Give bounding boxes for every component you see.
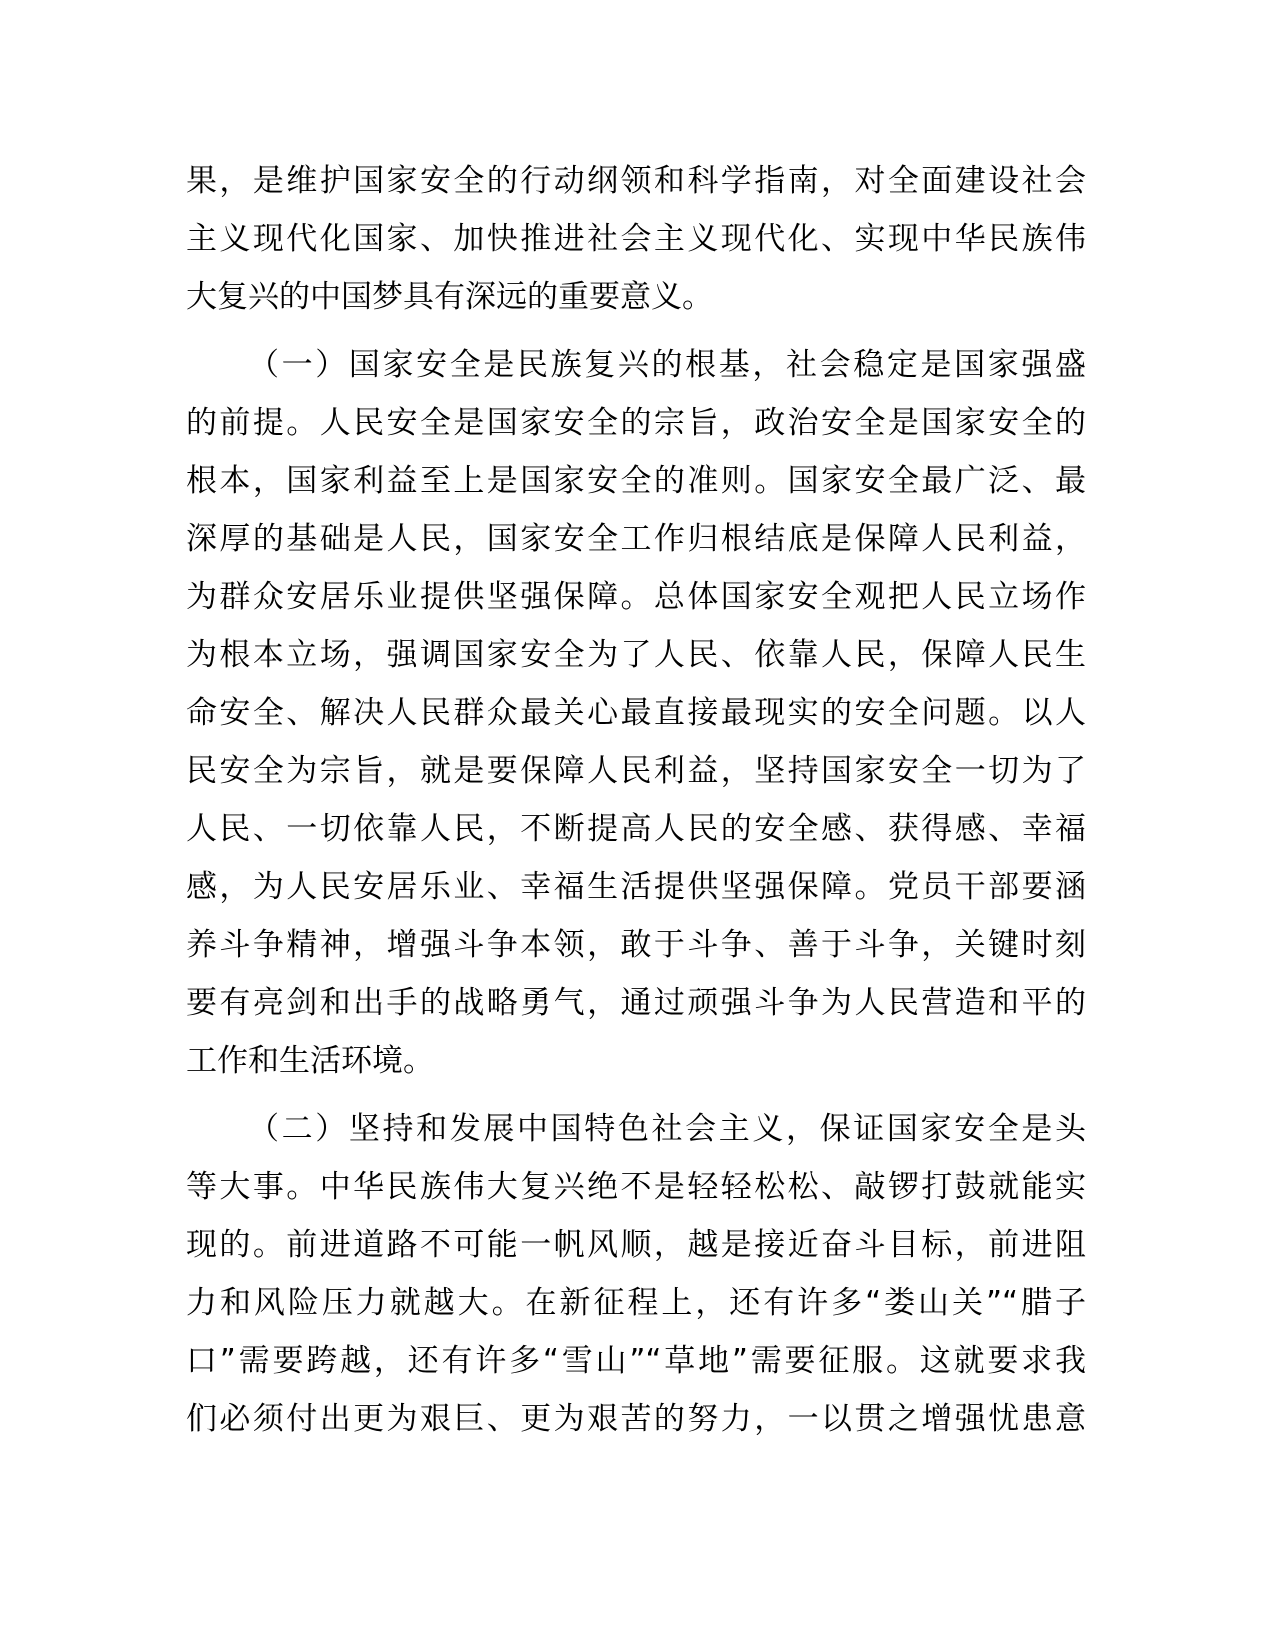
text-line: 的前提。人民安全是国家安全的宗旨，政治安全是国家安全的 xyxy=(186,405,1086,441)
document-body xyxy=(186,152,1086,1448)
text-line: 等大事。中华民族伟大复兴绝不是轻轻松松、敲锣打鼓就能实 xyxy=(186,1169,1086,1205)
text-line: 为根本立场，强调国家安全为了人民、依靠人民，保障人民生 xyxy=(186,637,1086,673)
text-line: 果，是维护国家安全的行动纲领和科学指南，对全面建设社会 xyxy=(186,163,1086,199)
text-line: 主义现代化国家、加快推进社会主义现代化、实现中华民族伟 xyxy=(186,221,1086,257)
text-line: 命安全、解决人民群众最关心最直接最现实的安全问题。以人 xyxy=(186,695,1086,731)
text-line: 工作和生活环境。 xyxy=(186,1043,434,1079)
paragraph-2 xyxy=(186,336,1086,1090)
text-line: 大复兴的中国梦具有深远的重要意义。 xyxy=(186,279,713,315)
text-line: 力和风险压力就越大。在新征程上，还有许多“娄山关”“腊子 xyxy=(186,1285,1086,1321)
text-line: 现的。前进道路不可能一帆风顺，越是接近奋斗目标，前进阻 xyxy=(186,1227,1086,1263)
text-line: 口”需要跨越，还有许多“雪山”“草地”需要征服。这就要求我 xyxy=(186,1343,1086,1379)
text-line: 深厚的基础是人民，国家安全工作归根结底是保障人民利益， xyxy=(186,521,1086,557)
text-line: 要有亮剑和出手的战略勇气，通过顽强斗争为人民营造和平的 xyxy=(186,985,1086,1021)
text-line: 们必须付出更为艰巨、更为艰苦的努力，一以贯之增强忧患意 xyxy=(186,1401,1086,1437)
paragraph-3 xyxy=(186,1100,1086,1448)
text-line: 感，为人民安居乐业、幸福生活提供坚强保障。党员干部要涵 xyxy=(186,869,1086,905)
paragraph-1 xyxy=(186,152,1086,326)
text-line: （一）国家安全是民族复兴的根基，社会稳定是国家强盛 xyxy=(248,347,1086,383)
text-line: （二）坚持和发展中国特色社会主义，保证国家安全是头 xyxy=(248,1111,1086,1147)
text-line: 为群众安居乐业提供坚强保障。总体国家安全观把人民立场作 xyxy=(186,579,1086,615)
text-line: 养斗争精神，增强斗争本领，敢于斗争、善于斗争，关键时刻 xyxy=(186,927,1086,963)
text-line: 根本，国家利益至上是国家安全的准则。国家安全最广泛、最 xyxy=(186,463,1086,499)
text-line: 人民、一切依靠人民，不断提高人民的安全感、获得感、幸福 xyxy=(186,811,1086,847)
text-line: 民安全为宗旨，就是要保障人民利益，坚持国家安全一切为了 xyxy=(186,753,1086,789)
